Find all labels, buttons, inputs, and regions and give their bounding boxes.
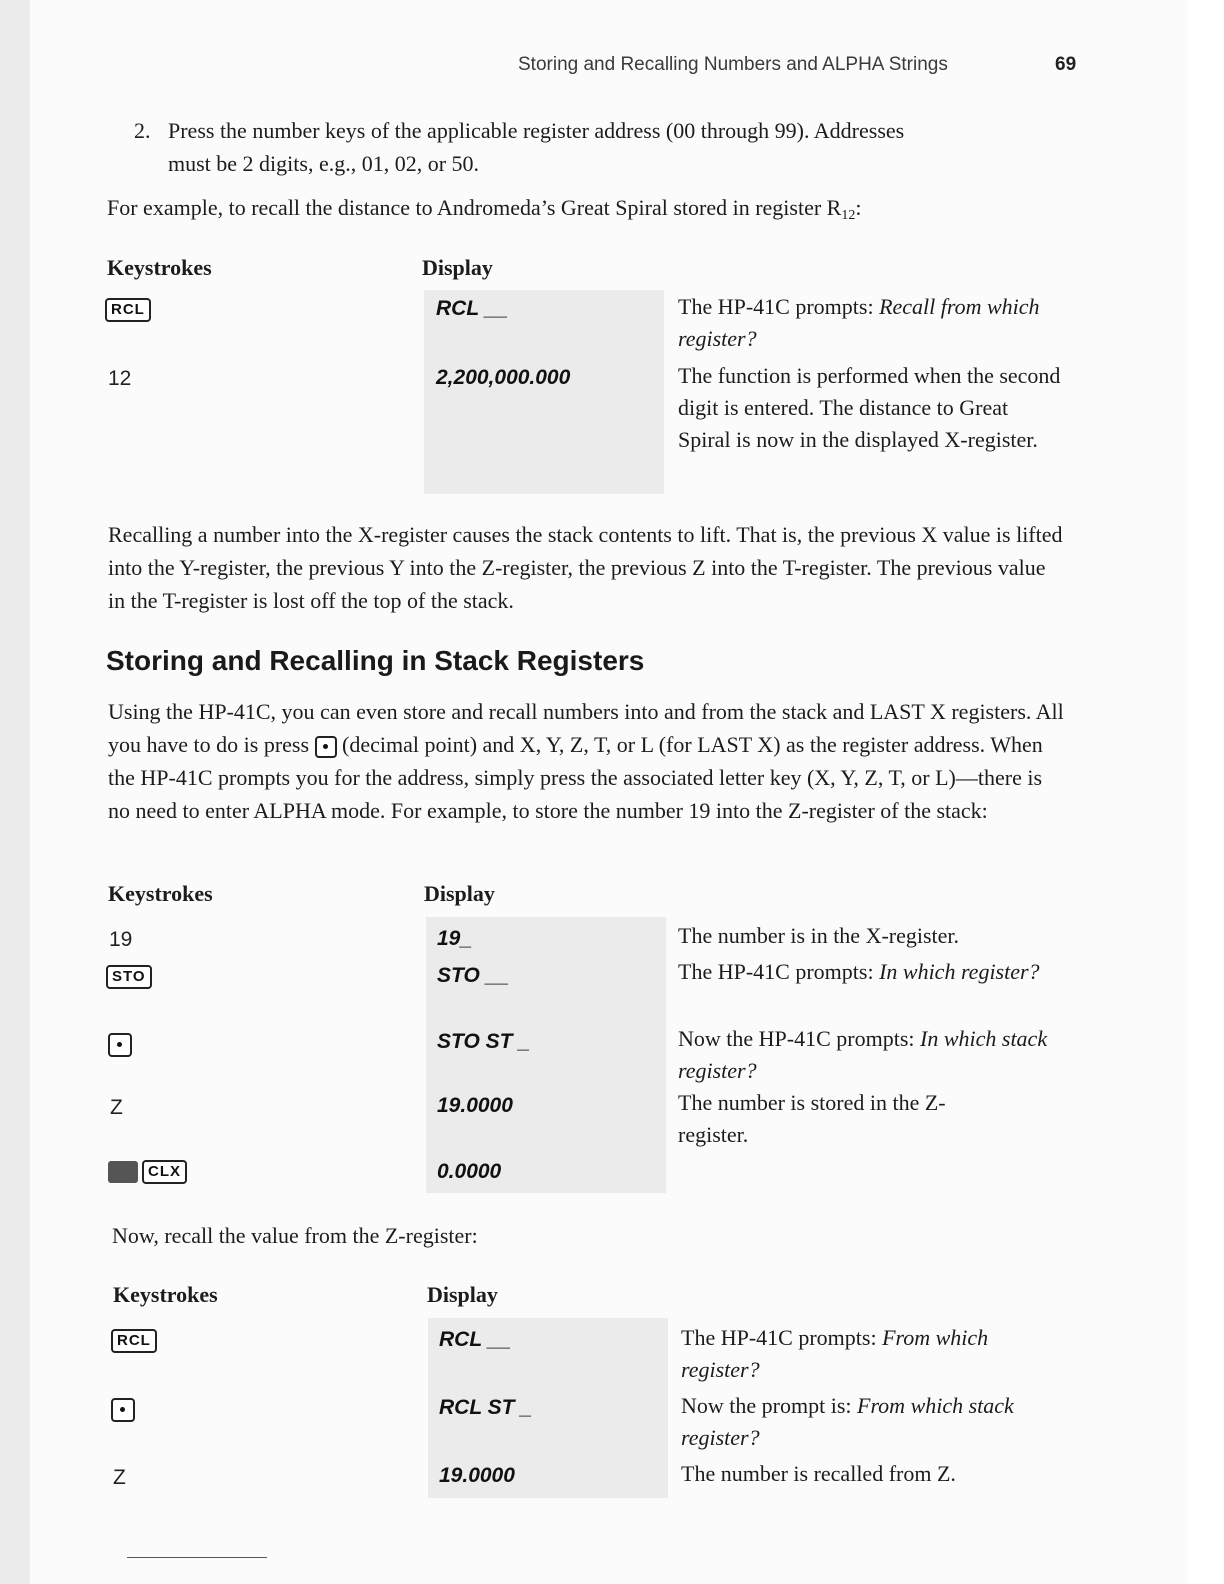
display-heading: Display xyxy=(427,1282,498,1307)
display-value: RCL __ xyxy=(439,1328,511,1351)
stack-registers-paragraph: Using the HP-41C, you can even store and recall numbers into and from the stack and LAST X registers. All you have to do is press (decimal point) and X, Y, Z, T, or L (for LAST X) as the register address. When the HP-41C prompts you for the address, simply press the associated letter key (X, Y, Z, T, or L)—there is no need to enter ALPHA mode. For example, to store the number 19 into the Z-register of the stack: xyxy=(108,699,1064,823)
rcl-key: RCL xyxy=(111,1329,157,1353)
display-value: 19_ xyxy=(437,927,473,950)
digit-keys: 19 xyxy=(109,928,133,951)
table-row xyxy=(111,1398,135,1422)
table-row xyxy=(106,965,152,989)
digit-keys: 12 xyxy=(108,367,132,390)
row-description: The HP-41C prompts: In which register? xyxy=(678,959,1040,984)
row-description: Now the prompt is: From which stack register? xyxy=(681,1393,1014,1450)
decimal-point-key-icon xyxy=(315,736,337,758)
display-value: 19.0000 xyxy=(437,1094,513,1117)
letter-key: Z xyxy=(110,1096,123,1119)
display-value: 2,200,000.000 xyxy=(436,366,571,389)
display-heading: Display xyxy=(422,255,493,280)
display-value: 19.0000 xyxy=(439,1464,515,1487)
header-title: Storing and Recalling Numbers and ALPHA Strings xyxy=(518,54,948,75)
decimal-point-key-icon xyxy=(108,1033,132,1057)
row-description: The number is stored in the Z-register. xyxy=(678,1090,946,1147)
row-description: The HP-41C prompts: Recall from which register? xyxy=(678,294,1040,351)
step-2-line-2: must be 2 digits, e.g., 01, 02, or 50. xyxy=(168,151,480,176)
shift-key-icon xyxy=(108,1161,138,1183)
display-value: STO __ xyxy=(437,964,509,987)
recall-paragraph: Now, recall the value from the Z-register: xyxy=(112,1223,478,1248)
table-row xyxy=(111,1329,157,1353)
step-number: 2. xyxy=(134,118,151,143)
footer-rule xyxy=(127,1557,267,1558)
table-row xyxy=(108,1160,187,1184)
row-description: The function is performed when the second digit is entered. The distance to Great Spiral is now in the displayed X-register. xyxy=(678,363,1061,452)
register-subscript: 12 xyxy=(841,208,856,223)
table-row xyxy=(105,298,151,322)
display-value: STO ST _ xyxy=(437,1030,530,1053)
row-description: The number is recalled from Z. xyxy=(681,1461,956,1486)
step-2-text xyxy=(168,114,1068,180)
display-value: RCL ST _ xyxy=(439,1396,532,1419)
letter-key: Z xyxy=(113,1466,126,1489)
sto-key: STO xyxy=(106,965,152,989)
section-heading: Storing and Recalling in Stack Registers xyxy=(106,645,645,676)
keystrokes-heading: Keystrokes xyxy=(108,881,213,906)
display-value: 0.0000 xyxy=(437,1160,502,1183)
keystrokes-heading: Keystrokes xyxy=(107,255,212,280)
running-header xyxy=(518,54,1083,76)
intro-paragraph xyxy=(107,191,1077,232)
row-description: The number is in the X-register. xyxy=(678,923,960,948)
display-value: RCL __ xyxy=(436,297,508,320)
row-description: The HP-41C prompts: From which register? xyxy=(681,1325,989,1382)
step-2-line-1: Press the number keys of the applicable register address (00 through 99). Addresses xyxy=(168,118,905,143)
table-row xyxy=(108,1033,132,1057)
stack-lift-paragraph: Recalling a number into the X-register causes the stack contents to lift. That is, the previous X value is lifted into the Y-register, the previous Y into the Z-register, the previous Z into the T-register. The previous value in the T-register is lost off the top of the stack. xyxy=(108,522,1063,613)
clx-key: CLX xyxy=(142,1160,187,1184)
display-panel xyxy=(426,917,666,1193)
keystrokes-heading: Keystrokes xyxy=(113,1282,218,1307)
row-description: Now the HP-41C prompts: In which stack register? xyxy=(678,1026,1048,1083)
binding-strip xyxy=(0,0,30,1584)
display-heading: Display xyxy=(424,881,495,906)
intro-text: For example, to recall the distance to Andromeda’s Great Spiral stored in register R xyxy=(107,195,842,220)
decimal-point-key-icon xyxy=(111,1398,135,1422)
page-number: 69 xyxy=(1055,54,1077,75)
intro-end: : xyxy=(855,195,862,220)
rcl-key: RCL xyxy=(105,298,151,322)
